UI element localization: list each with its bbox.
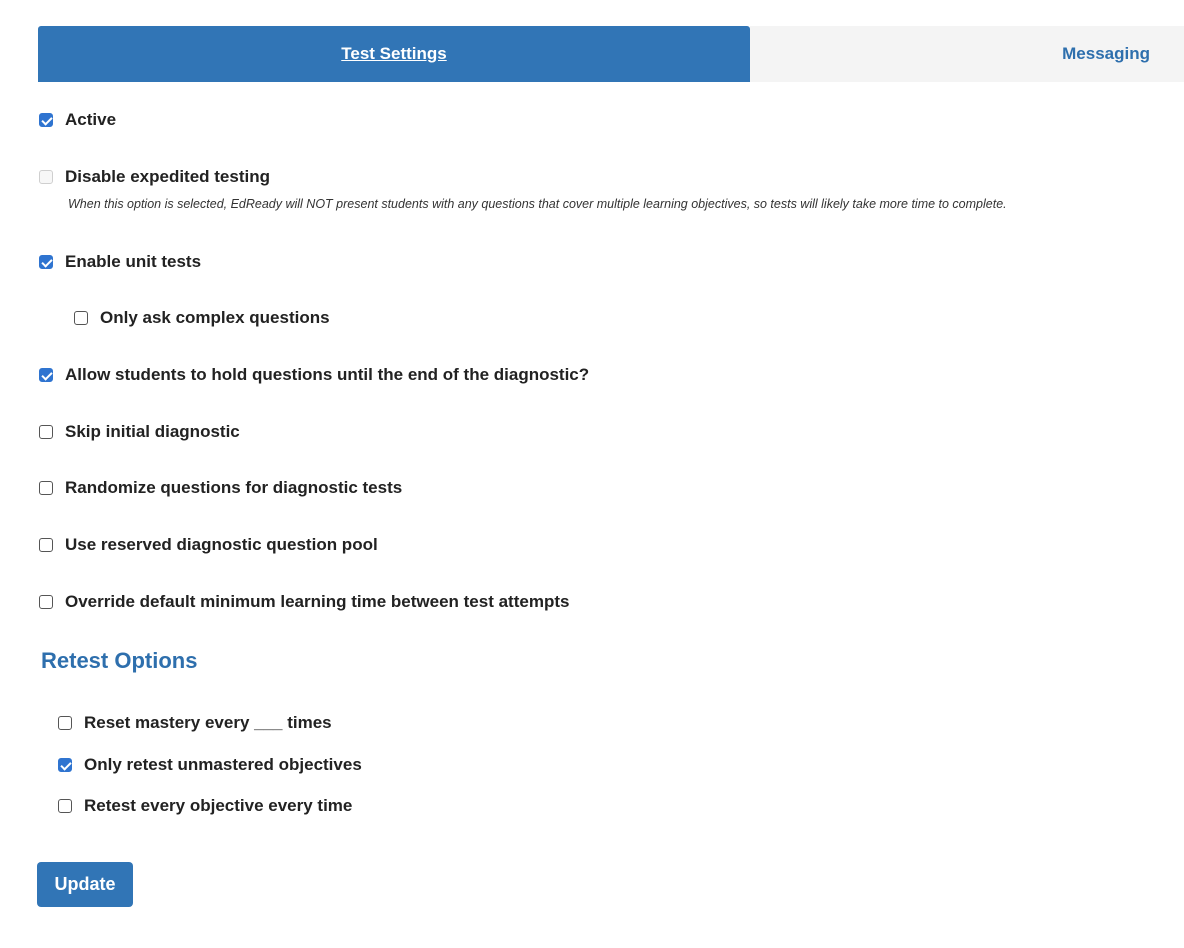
hold-questions-checkbox[interactable] <box>39 368 53 382</box>
every-objective-checkbox[interactable] <box>58 799 72 813</box>
only-unmastered-checkbox[interactable] <box>58 758 72 772</box>
disable-expedited-option[interactable] <box>39 167 270 187</box>
tab-messaging[interactable]: Messaging <box>750 26 1184 82</box>
hold-questions-option[interactable] <box>39 365 589 385</box>
reserved-pool-checkbox[interactable] <box>39 538 53 552</box>
disable-expedited-help: When this option is selected, EdReady will NOT present students with any questions that cover multiple learning objectives, so tests will likely take more time to complete. <box>68 197 1007 211</box>
override-min-time-checkbox[interactable] <box>39 595 53 609</box>
disable-expedited-checkbox[interactable] <box>39 170 53 184</box>
override-min-time-label: Override default minimum learning time between test attempts <box>65 592 570 611</box>
skip-initial-label: Skip initial diagnostic <box>65 422 240 441</box>
tab-test-settings[interactable]: Test Settings <box>38 26 750 82</box>
randomize-checkbox[interactable] <box>39 481 53 495</box>
enable-unit-tests-label: Enable unit tests <box>65 252 202 271</box>
active-checkbox[interactable] <box>39 113 53 127</box>
only-unmastered-label: Only retest unmastered objectives <box>84 755 362 774</box>
override-min-time-option[interactable] <box>39 592 569 612</box>
enable-unit-tests-option[interactable] <box>39 252 201 272</box>
reserved-pool-option[interactable] <box>39 535 378 555</box>
every-objective-option[interactable] <box>58 796 352 816</box>
hold-questions-label: Allow students to hold questions until the end of the diagnostic? <box>65 365 590 384</box>
reset-mastery-checkbox[interactable] <box>58 716 72 730</box>
settings-tabs <box>38 26 1184 82</box>
every-objective-label: Retest every objective every time <box>84 796 353 815</box>
disable-expedited-label: Disable expedited testing <box>65 167 270 186</box>
active-option[interactable] <box>39 110 116 130</box>
randomize-option[interactable] <box>39 478 402 498</box>
reset-mastery-option[interactable] <box>58 713 332 733</box>
reset-mastery-label: Reset mastery every ___ times <box>84 713 332 732</box>
only-complex-label: Only ask complex questions <box>100 308 330 327</box>
randomize-label: Randomize questions for diagnostic tests <box>65 478 403 497</box>
only-complex-checkbox[interactable] <box>74 311 88 325</box>
enable-unit-tests-checkbox[interactable] <box>39 255 53 269</box>
skip-initial-checkbox[interactable] <box>39 425 53 439</box>
active-label: Active <box>65 110 117 129</box>
only-complex-option[interactable] <box>74 308 330 328</box>
reserved-pool-label: Use reserved diagnostic question pool <box>65 535 378 554</box>
retest-options-heading: Retest Options <box>41 648 198 673</box>
update-button[interactable]: Update <box>37 862 133 907</box>
skip-initial-option[interactable] <box>39 422 240 442</box>
only-unmastered-option[interactable] <box>58 755 362 775</box>
